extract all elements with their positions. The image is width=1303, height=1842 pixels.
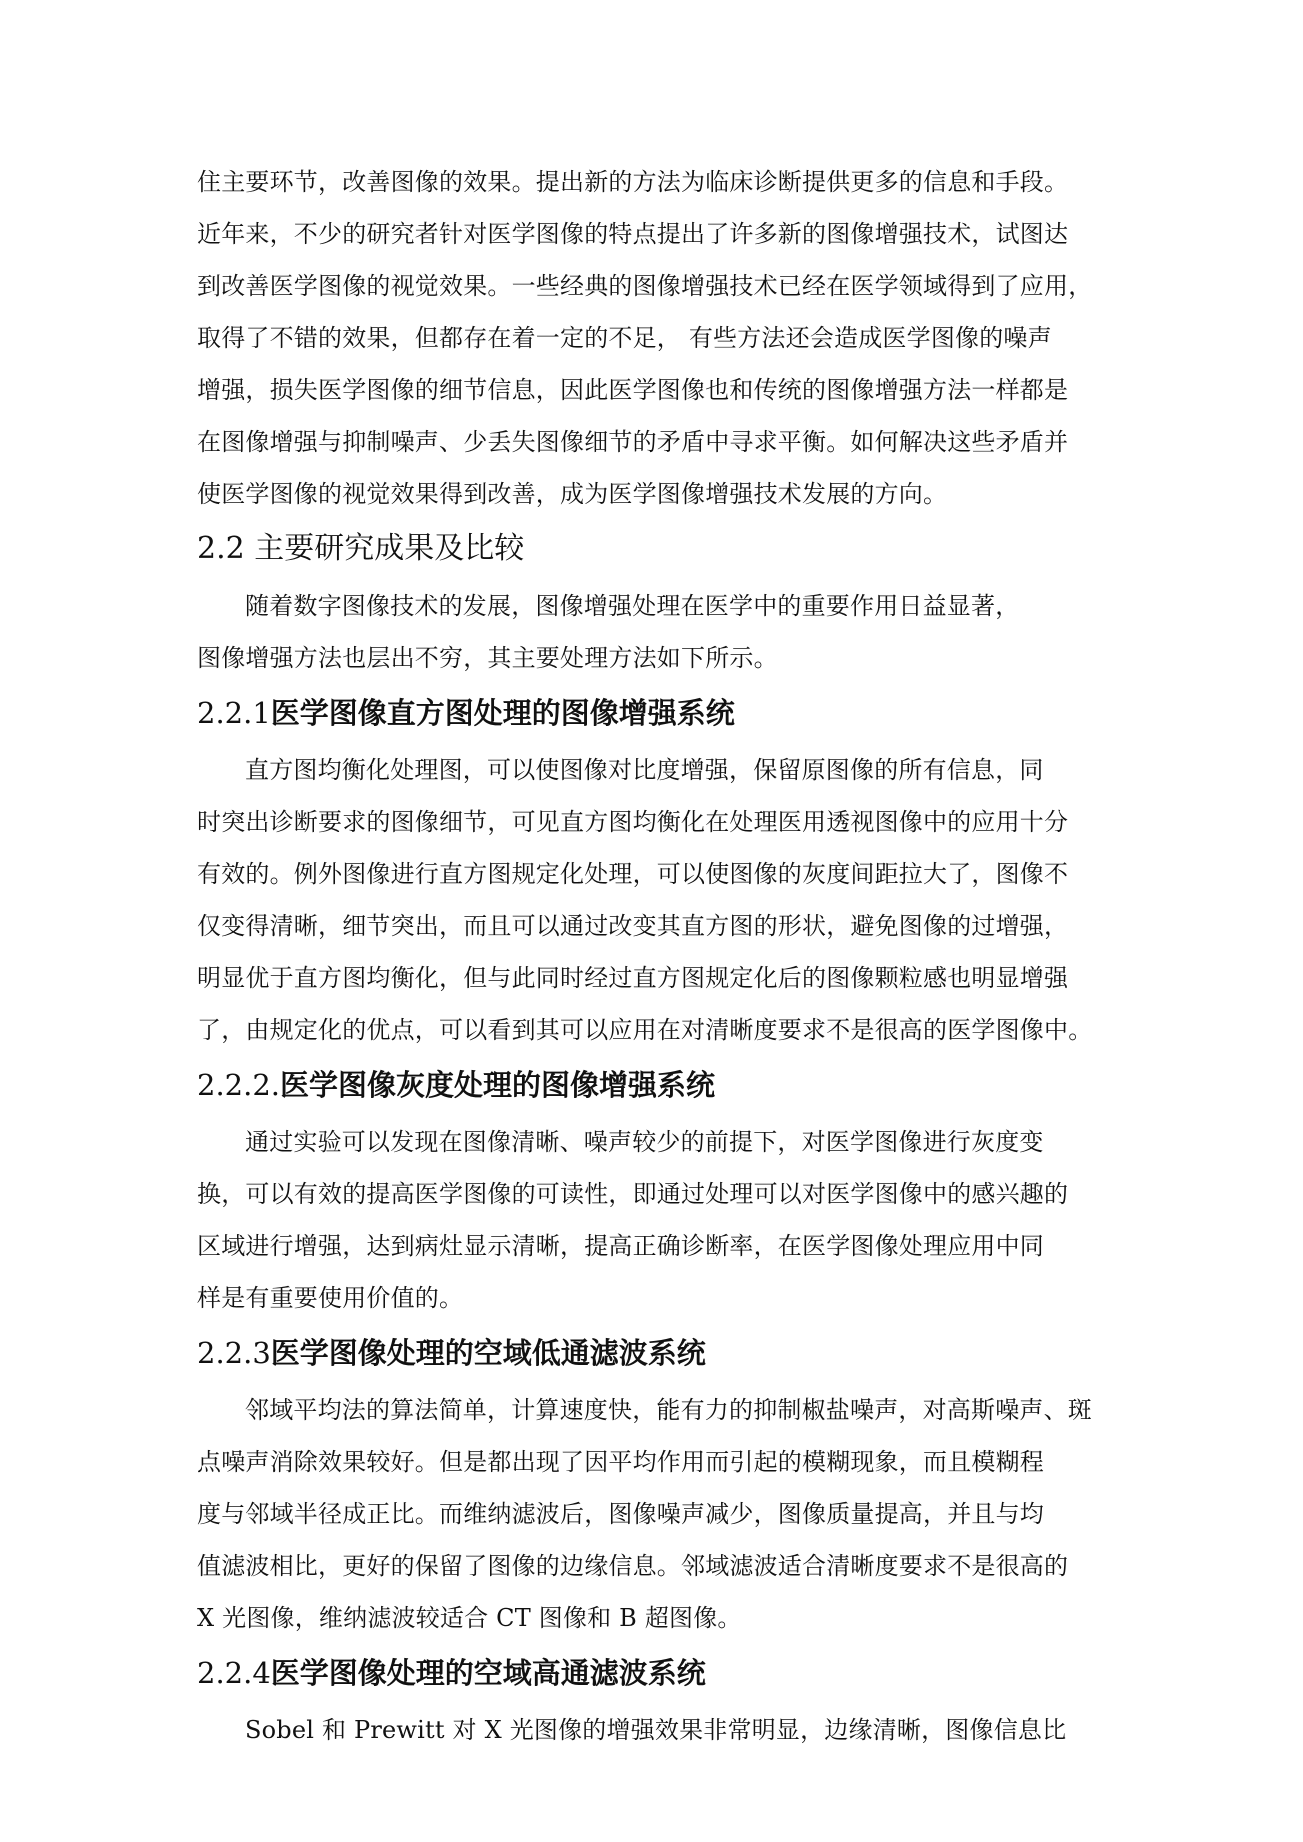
paragraph-line: 点噪声消除效果较好。但是都出现了因平均作用而引起的模糊现象，而且模糊程	[197, 1448, 1044, 1476]
paragraph-line: 仅变得清晰，细节突出，而且可以通过改变其直方图的形状，避免图像的过增强，	[197, 912, 1069, 940]
subsection-heading	[197, 1658, 1127, 1688]
paragraph-line: 邻域平均法的算法简单，计算速度快，能有力的抑制椒盐噪声，对高斯噪声、斑	[245, 1396, 1092, 1424]
paragraph-line: 换，可以有效的提高医学图像的可读性，即通过处理可以对医学图像中的感兴趣的	[197, 1180, 1069, 1208]
paragraph-line: 使医学图像的视觉效果得到改善，成为医学图像增强技术发展的方向。	[197, 480, 948, 508]
paragraph-line: 图像增强方法也层出不穷，其主要处理方法如下所示。	[197, 644, 778, 672]
paragraph-line: 了，由规定化的优点，可以看到其可以应用在对清晰度要求不是很高的医学图像中。	[197, 1016, 1093, 1044]
paragraph-line: 值滤波相比，更好的保留了图像的边缘信息。邻域滤波适合清晰度要求不是很高的	[197, 1552, 1069, 1580]
subsection-number: 2.2.4	[197, 1656, 271, 1690]
subsection-title: 医学图像直方图处理的图像增强系统	[270, 696, 735, 730]
section-heading: 2.2 主要研究成果及比较	[197, 531, 525, 566]
paragraph-line: 明显优于直方图均衡化，但与此同时经过直方图规定化后的图像颗粒感也明显增强	[197, 964, 1069, 992]
paragraph-line: 随着数字图像技术的发展，图像增强处理在医学中的重要作用日益显著，	[245, 592, 1020, 620]
paragraph-line: 到改善医学图像的视觉效果。一些经典的图像增强技术已经在医学领域得到了应用，	[197, 272, 1093, 300]
subsection-heading	[197, 698, 1127, 728]
subsection-number: 2.2.2.	[197, 1068, 281, 1102]
paragraph-line: X 光图像，维纳滤波较适合 CT 图像和 B 超图像。	[197, 1604, 742, 1632]
paragraph-line: 近年来，不少的研究者针对医学图像的特点提出了许多新的图像增强技术，试图达	[197, 220, 1069, 248]
paragraph-line: Sobel 和 Prewitt 对 X 光图像的增强效果非常明显，边缘清晰，图像信息比	[245, 1716, 1067, 1744]
subsection-number: 2.2.1	[197, 696, 271, 730]
paragraph-line: 样是有重要使用价值的。	[197, 1284, 464, 1312]
subsection-heading	[197, 1070, 1127, 1100]
paragraph-line: 通过实验可以发现在图像清晰、噪声较少的前提下，对医学图像进行灰度变	[245, 1128, 1044, 1156]
document-body	[197, 170, 1127, 1770]
paragraph-line: 度与邻域半径成正比。而维纳滤波后，图像噪声减少，图像质量提高，并且与均	[197, 1500, 1044, 1528]
paragraph-line: 增强，损失医学图像的细节信息，因此医学图像也和传统的图像增强方法一样都是	[197, 376, 1069, 404]
paragraph-line: 直方图均衡化处理图，可以使图像对比度增强，保留原图像的所有信息，同	[245, 756, 1044, 784]
subsection-number: 2.2.3	[197, 1336, 271, 1370]
paragraph-line: 有效的。例外图像进行直方图规定化处理，可以使图像的灰度间距拉大了，图像不	[197, 860, 1069, 888]
paragraph-line: 在图像增强与抑制噪声、少丢失图像细节的矛盾中寻求平衡。如何解决这些矛盾并	[197, 428, 1069, 456]
paragraph-line: 区域进行增强，达到病灶显示清晰，提高正确诊断率，在医学图像处理应用中同	[197, 1232, 1044, 1260]
paragraph-line: 取得了不错的效果，但都存在着一定的不足， 有些方法还会造成医学图像的噪声	[197, 324, 1052, 352]
subsection-title: 医学图像处理的空域低通滤波系统	[270, 1336, 706, 1370]
paragraph-line: 住主要环节，改善图像的效果。提出新的方法为临床诊断提供更多的信息和手段。	[197, 168, 1069, 196]
paragraph-line: 时突出诊断要求的图像细节，可见直方图均衡化在处理医用透视图像中的应用十分	[197, 808, 1069, 836]
subsection-title: 医学图像灰度处理的图像增强系统	[280, 1068, 716, 1102]
subsection-title: 医学图像处理的空域高通滤波系统	[270, 1656, 706, 1690]
subsection-heading	[197, 1338, 1127, 1368]
